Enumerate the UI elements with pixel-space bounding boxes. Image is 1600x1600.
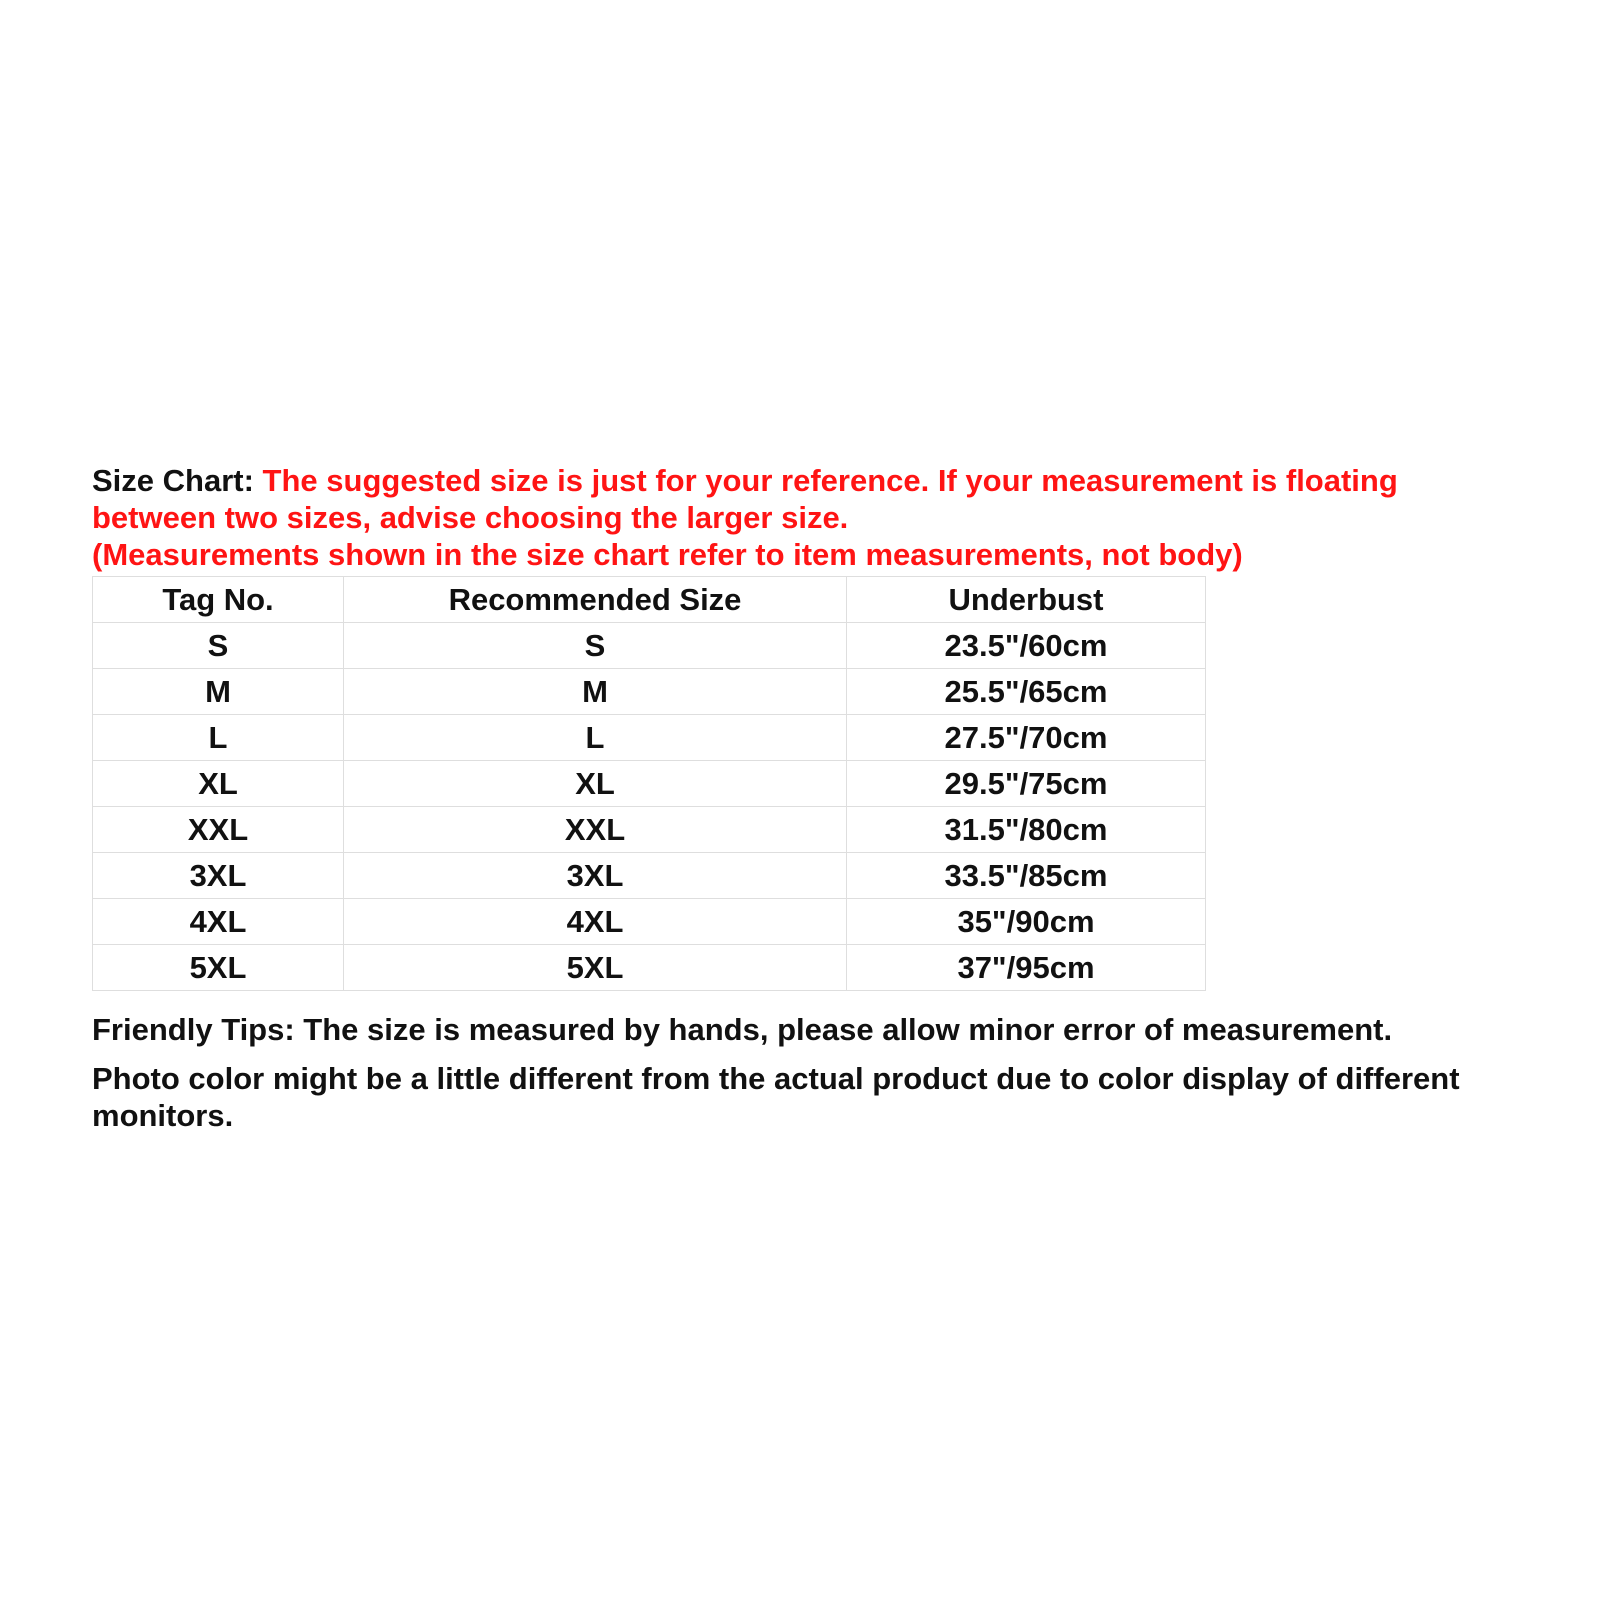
cell-underbust: 37"/95cm (847, 945, 1206, 991)
table-header-row (93, 577, 1206, 623)
table-row (93, 807, 1206, 853)
cell-recommended-size: XL (344, 761, 847, 807)
cell-tag-no: XXL (93, 807, 344, 853)
cell-tag-no: L (93, 715, 344, 761)
table-row (93, 669, 1206, 715)
cell-tag-no: M (93, 669, 344, 715)
size-table (92, 576, 1206, 991)
tip-measurement: Friendly Tips: The size is measured by hands, please allow minor error of measurement. (92, 1012, 1393, 1047)
cell-underbust: 23.5"/60cm (847, 623, 1206, 669)
table-row (93, 853, 1206, 899)
cell-tag-no: 4XL (93, 899, 344, 945)
cell-tag-no: XL (93, 761, 344, 807)
cell-recommended-size: L (344, 715, 847, 761)
cell-underbust: 27.5"/70cm (847, 715, 1206, 761)
table-row (93, 945, 1206, 991)
cell-recommended-size: 4XL (344, 899, 847, 945)
measurement-note: (Measurements shown in the size chart refer to item measurements, not body) (92, 537, 1243, 572)
header-underbust: Underbust (847, 577, 1206, 623)
cell-recommended-size: S (344, 623, 847, 669)
cell-recommended-size: 5XL (344, 945, 847, 991)
cell-recommended-size: XXL (344, 807, 847, 853)
tip-photo-color: Photo color might be a little different from the actual product due to color display of different monitors. (92, 1061, 1460, 1133)
cell-underbust: 33.5"/85cm (847, 853, 1206, 899)
header-tag-no: Tag No. (93, 577, 344, 623)
friendly-tips (92, 1011, 1522, 1134)
cell-underbust: 35"/90cm (847, 899, 1206, 945)
cell-tag-no: 5XL (93, 945, 344, 991)
cell-tag-no: 3XL (93, 853, 344, 899)
table-row (93, 899, 1206, 945)
cell-recommended-size: 3XL (344, 853, 847, 899)
size-chart-advice: The suggested size is just for your reference. If your measurement is floating between two sizes, advise choosing the larger size. (92, 463, 1398, 535)
cell-tag-no: S (93, 623, 344, 669)
table-row (93, 715, 1206, 761)
size-chart-label: Size Chart: (92, 463, 254, 498)
size-chart-intro (92, 462, 1522, 536)
cell-underbust: 25.5"/65cm (847, 669, 1206, 715)
table-row (93, 761, 1206, 807)
cell-underbust: 29.5"/75cm (847, 761, 1206, 807)
table-row (93, 623, 1206, 669)
size-chart-document (92, 462, 1522, 1134)
cell-recommended-size: M (344, 669, 847, 715)
cell-underbust: 31.5"/80cm (847, 807, 1206, 853)
header-recommended-size: Recommended Size (344, 577, 847, 623)
